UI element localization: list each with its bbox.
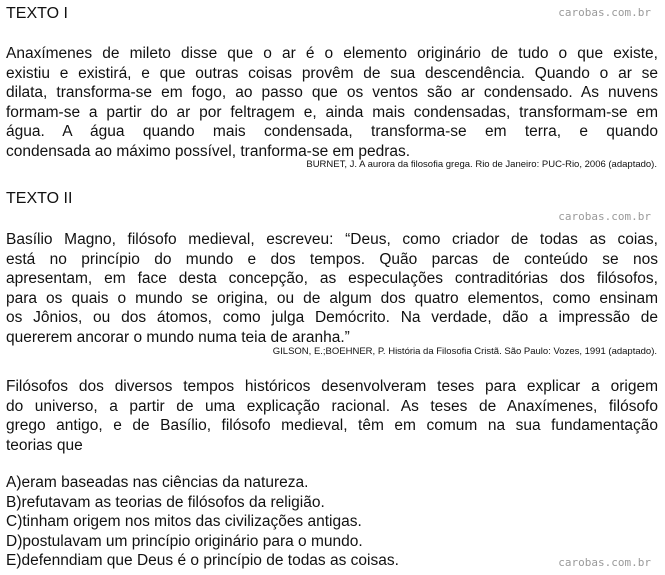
texto-2-line: está no princípio do mundo e dos tempos. Quão parcas de conteúdo se nos (6, 250, 658, 268)
texto-1-citation: BURNET, J. A aurora da filosofia grega. Rio de Janeiro: PUC-Rio, 2006 (adaptado). (306, 159, 657, 170)
option-c[interactable]: C)tinham origem nos mitos das civilizações antigas. (6, 513, 362, 530)
texto-2-paragraph (6, 230, 658, 347)
option-e[interactable]: E)defenndiam que Deus é o princípio de todas as coisas. (6, 552, 399, 569)
watermark-bottom: carobas.com.br (558, 556, 651, 569)
question-stem (6, 377, 658, 455)
texto-2-line: apresentam, em face desta concepção, as especulações contraditórias dos filósofos, (6, 270, 658, 287)
question-line: do universo, a partir de uma explicação racional. As teses de Anaxímenes, filósofo (6, 397, 658, 415)
texto-2-heading: TEXTO II (6, 190, 73, 207)
texto-1-line: água. A água quando mais condensada, transforma-se em terra, e quando (6, 123, 658, 140)
watermark-top: carobas.com.br (558, 6, 651, 19)
texto-1-line: existiu e existirá, e que outras coisas provêm de sua descendência. Quando o ar se (6, 64, 658, 82)
texto-1-line: formam-se a partir do ar por feltragem e, ainda mais condensadas, transformam-se em (6, 103, 658, 121)
texto-2-line: os Jônios, ou dos átomos, como julga Demócrito. Na verdade, dão a impressão de (6, 309, 658, 326)
texto-1-line: dilata, transforma-se em fogo, ao passo que os ventos são ar condensado. As nuvens (6, 84, 658, 101)
texto-1-line: condensada ao máximo possível, tranforma-se em pedras. (6, 142, 411, 160)
texto-2-line: quererem ancorar o mundo numa teia de aranha.” (6, 328, 350, 346)
question-line: Filósofos dos diversos tempos históricos desenvolveram teses para explicar a origem (6, 378, 658, 395)
texto-2-line: para os quais o mundo se origina, ou de algum dos quatro elementos, como ensinam (6, 289, 658, 307)
texto-1-heading: TEXTO I (6, 5, 68, 22)
texto-1-paragraph (6, 44, 658, 161)
question-line: teorias que (6, 436, 83, 454)
option-a[interactable]: A)eram baseadas nas ciências da natureza. (6, 474, 309, 491)
option-b[interactable]: B)refutavam as teorias de filósofos da religião. (6, 493, 325, 511)
question-line: grego antigo, e de Basílio, filósofo medieval, têm em comum na sua fundamentação (6, 417, 658, 434)
texto-2-line: Basílio Magno, filósofo medieval, escreveu: “Deus, como criador de todas as coias, (6, 231, 658, 248)
option-d[interactable]: D)postulavam um princípio originário para o mundo. (6, 532, 363, 550)
texto-1-line: Anaxímenes de mileto disse que o ar é o elemento originário de tudo o que existe, (6, 45, 658, 62)
texto-2-citation: GILSON, E.;BOEHNER, P. História da Filosofia Cristã. São Paulo: Vozes, 1991 (adaptado). (272, 346, 657, 357)
watermark-middle: carobas.com.br (558, 210, 651, 223)
